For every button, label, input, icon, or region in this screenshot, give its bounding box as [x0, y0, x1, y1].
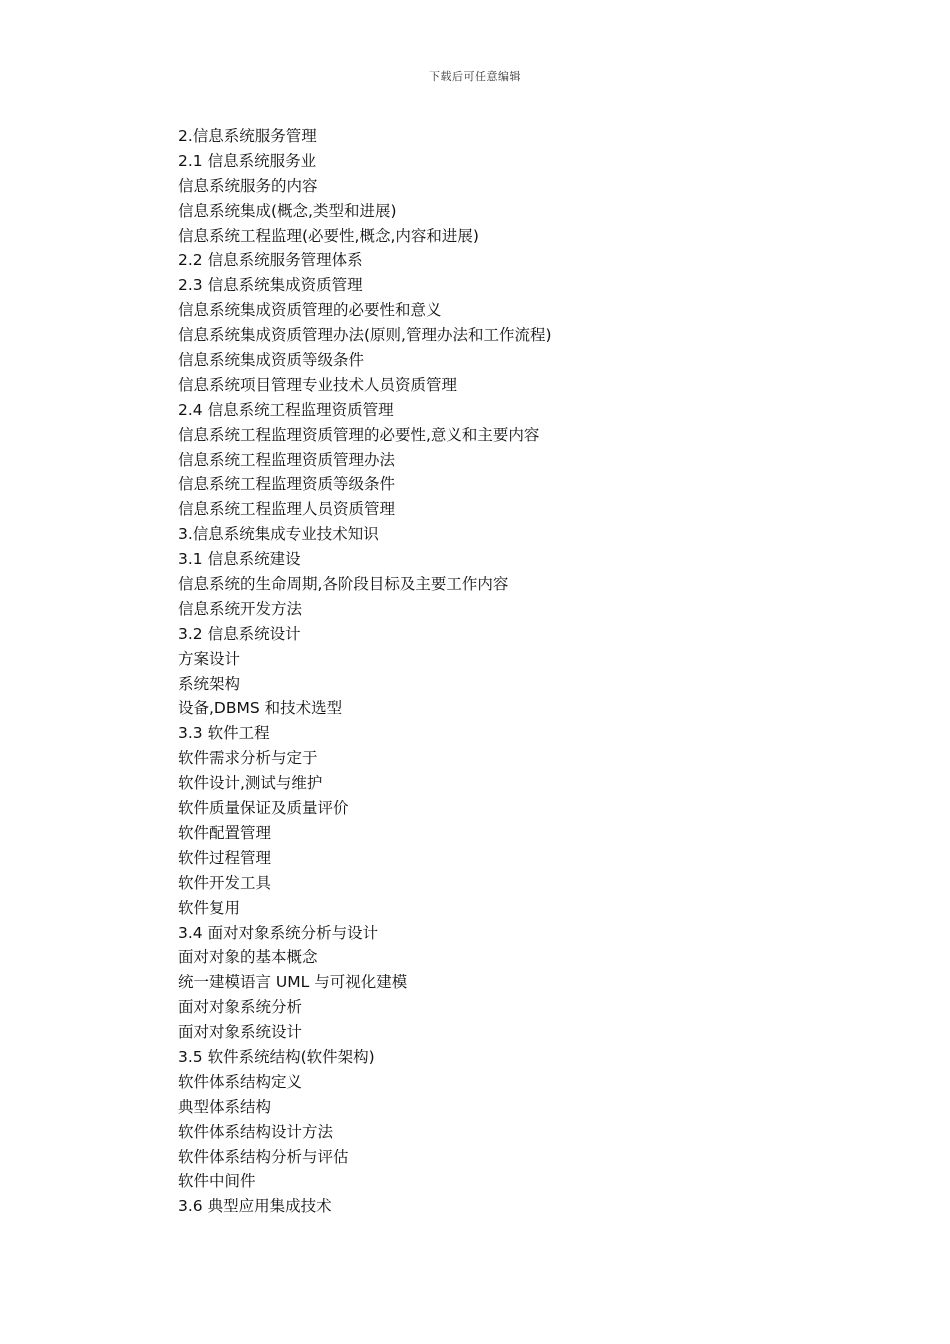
text-line: 3.1 信息系统建设 [178, 550, 301, 569]
text-line: 软件设计,测试与维护 [178, 774, 323, 793]
text-line: 2.3 信息系统集成资质管理 [178, 276, 363, 295]
text-line: 信息系统服务的内容 [178, 176, 318, 195]
text-line: 3.6 典型应用集成技术 [178, 1197, 332, 1216]
text-line: 信息系统集成资质等级条件 [178, 351, 365, 370]
text-line: 软件体系结构分析与评估 [178, 1147, 349, 1166]
page-header: 下载后可任意编辑 [429, 70, 521, 83]
text-line: 软件需求分析与定于 [178, 749, 318, 768]
text-line: 信息系统工程监理(必要性,概念,内容和进展) [178, 226, 479, 245]
document-body [178, 124, 798, 1219]
text-line: 信息系统集成(概念,类型和进展) [178, 201, 397, 220]
text-line: 面对对象的基本概念 [178, 948, 318, 967]
text-line: 面对对象系统设计 [178, 1023, 303, 1042]
text-line: 信息系统项目管理专业技术人员资质管理 [178, 375, 458, 394]
text-line: 软件体系结构设计方法 [178, 1122, 334, 1141]
text-line: 信息系统工程监理资质管理办法 [178, 450, 396, 469]
text-line: 软件配置管理 [178, 823, 272, 842]
text-line: 3.信息系统集成专业技术知识 [178, 525, 379, 544]
text-line: 设备,DBMS 和技术选型 [178, 699, 343, 718]
text-line: 2.信息系统服务管理 [178, 127, 317, 145]
text-line: 系统架构 [178, 674, 241, 693]
text-line: 软件复用 [178, 898, 241, 917]
text-line: 典型体系结构 [178, 1097, 272, 1116]
text-line: 信息系统开发方法 [178, 599, 303, 618]
text-line: 2.4 信息系统工程监理资质管理 [178, 400, 394, 419]
text-line: 3.5 软件系统结构(软件架构) [178, 1047, 375, 1066]
text-line: 信息系统工程监理资质等级条件 [178, 475, 396, 494]
text-line: 软件过程管理 [178, 848, 272, 867]
text-line: 方案设计 [178, 649, 241, 668]
text-line: 软件体系结构定义 [178, 1072, 303, 1091]
text-line: 软件开发工具 [178, 873, 272, 892]
text-line: 3.2 信息系统设计 [178, 624, 301, 643]
text-line: 软件质量保证及质量评价 [178, 799, 349, 818]
text-line: 2.1 信息系统服务业 [178, 151, 317, 170]
text-line: 面对对象系统分析 [178, 998, 303, 1017]
text-line: 软件中间件 [178, 1172, 256, 1191]
text-line: 2.2 信息系统服务管理体系 [178, 251, 363, 270]
text-line: 统一建模语言 UML 与可视化建模 [178, 973, 408, 992]
text-line: 3.3 软件工程 [178, 724, 270, 743]
text-line: 信息系统集成资质管理的必要性和意义 [178, 301, 442, 320]
text-line: 3.4 面对对象系统分析与设计 [178, 923, 379, 942]
text-line: 信息系统的生命周期,各阶段目标及主要工作内容 [178, 575, 509, 594]
text-line: 信息系统工程监理资质管理的必要性,意义和主要内容 [178, 425, 540, 444]
text-line: 信息系统工程监理人员资质管理 [178, 500, 396, 519]
text-line: 信息系统集成资质管理办法(原则,管理办法和工作流程) [178, 326, 552, 345]
